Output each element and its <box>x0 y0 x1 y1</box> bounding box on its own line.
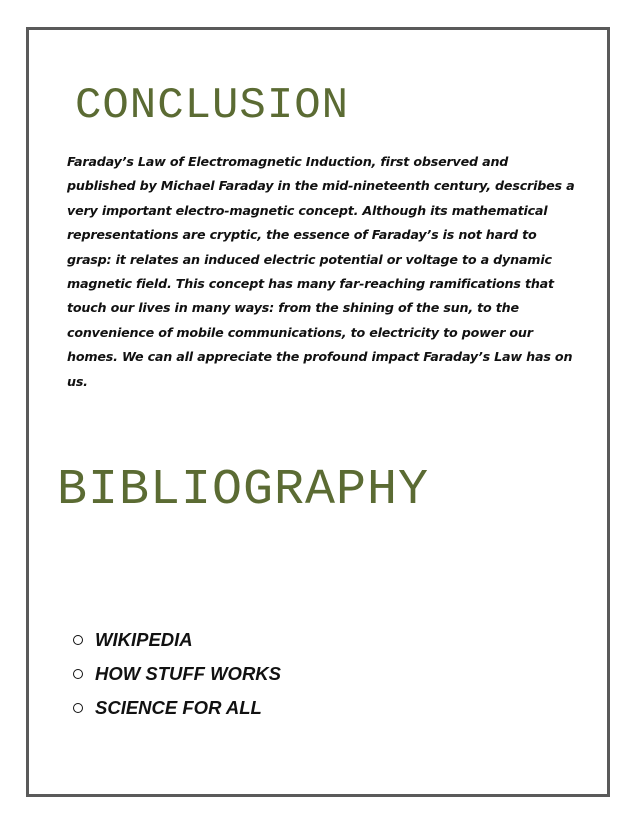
bibliography-heading: BIBLIOGRAPHY <box>57 462 430 519</box>
bullet-icon <box>73 669 83 679</box>
bibliography-entry: SCIENCE FOR ALL <box>95 697 262 718</box>
bullet-icon <box>73 703 83 713</box>
bibliography-entry: HOW STUFF WORKS <box>95 663 282 684</box>
bibliography-list <box>73 623 281 725</box>
list-item <box>73 657 281 691</box>
bullet-icon <box>73 635 83 645</box>
document-page <box>26 27 610 797</box>
conclusion-paragraph: Faraday’s Law of Electromagnetic Induction, first observed and published by Michael Faraday in the mid-nineteenth century, describes a very important electro-magnetic concept. Although its mathematical representations are cryptic, the essence of Faraday’s is not hard to grasp: it relates an induced electric potential or voltage to a dynamic magnetic field. This concept has many far-reaching ramifications that touch our lives in many ways: from the shining of the sun, to the convenience of mobile communications, to electricity to power our homes. We can all appreciate the profound impact Faraday’s Law has on us. <box>67 154 575 389</box>
list-item <box>73 623 281 657</box>
list-item <box>73 691 281 725</box>
conclusion-heading: CONCLUSION <box>75 81 350 131</box>
bibliography-entry: WIKIPEDIA <box>95 629 193 650</box>
